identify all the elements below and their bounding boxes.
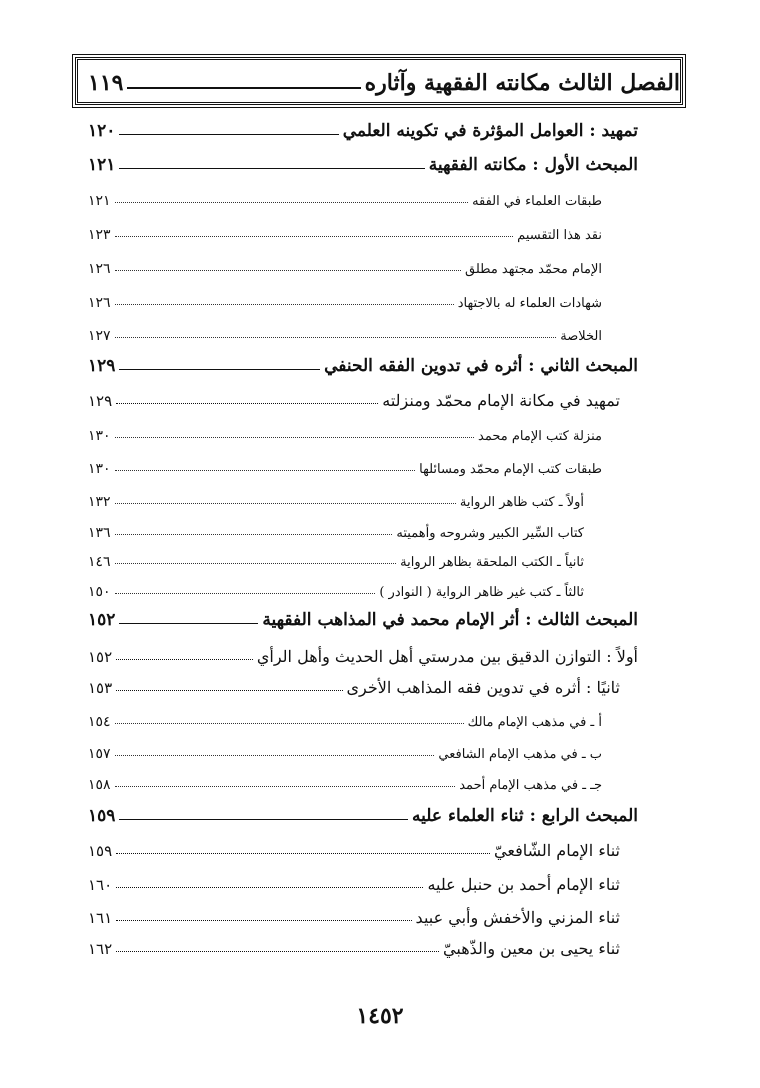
toc-section-heading	[88, 347, 638, 375]
page-number: ١٤٥٢	[356, 1003, 404, 1029]
toc-leader	[119, 134, 338, 135]
toc-section-heading	[88, 146, 638, 174]
toc-entry-title: الخلاصة	[560, 329, 602, 344]
toc-entry	[88, 831, 620, 859]
toc-entry-page: ١٢٣	[88, 227, 111, 243]
toc-entry	[88, 180, 602, 208]
toc-leader	[115, 270, 461, 271]
toc-leader	[115, 503, 456, 504]
toc-leader	[115, 723, 464, 724]
toc-entry	[88, 764, 602, 792]
toc-leader	[115, 563, 397, 564]
toc-entry-page: ١٦٠	[88, 876, 113, 894]
toc-leader	[115, 786, 456, 787]
toc-entry-page: ١٥٩	[88, 842, 113, 860]
toc-entry-page: ١٥٣	[88, 679, 113, 697]
toc-leader	[115, 304, 454, 305]
toc-entry-title: الإمام محمّد مجتهد مطلق	[465, 262, 602, 277]
toc-leader	[115, 437, 474, 438]
toc-entry	[88, 541, 584, 569]
toc-entry	[88, 214, 602, 242]
toc-entry-title: الفصل الثالث مكانته الفقهية وآثاره	[364, 70, 680, 96]
toc-leader	[116, 920, 411, 921]
toc-entry-page: ١٣٠	[88, 461, 111, 477]
toc-entry	[88, 248, 602, 276]
toc-leader	[116, 690, 342, 691]
toc-entry-page: ١٥٧	[88, 746, 111, 762]
toc-entry-page: ١٦٢	[88, 940, 113, 958]
toc-entry-title: كتاب السِّير الكبير وشروحه وأهميته	[396, 526, 584, 541]
toc-entry-title: ثانيًا : أثره في تدوين فقه المذاهب الأخرى	[346, 678, 620, 697]
toc-entry-title: طبقات كتب الإمام محمّد ومسائلها	[419, 462, 602, 477]
toc-entry-title: تمهيد في مكانة الإمام محمّد ومنزلته	[382, 391, 620, 410]
toc-entry-page: ١٢٧	[88, 328, 111, 344]
toc-entry-title: نقد هذا التقسيم	[517, 228, 602, 243]
toc-entry-title: ثانياً ـ الكتب الملحقة بظاهر الرواية	[400, 555, 584, 570]
toc-entry	[88, 637, 638, 665]
toc-entry	[88, 929, 620, 957]
toc-entry-title: المبحث الثالث : أثر الإمام محمد في المذاهب الفقهية	[262, 610, 638, 630]
toc-entry-title: المبحث الثاني : أثره في تدوين الفقه الحنفي	[324, 356, 638, 376]
toc-entry-page: ١١٩	[88, 70, 124, 96]
toc-section-heading	[88, 601, 638, 629]
toc-entry	[88, 282, 602, 310]
toc-entry-title: أولاً : التوازن الدقيق بين مدرستي أهل الحديث وأهل الرأي	[256, 647, 638, 666]
toc-entry	[88, 865, 620, 893]
toc-leader	[127, 87, 360, 89]
toc-entry	[88, 668, 620, 696]
toc-entry-page: ١٢٩	[88, 356, 116, 376]
toc-entry-title: ثناء الإمام أحمد بن حنبل عليه	[427, 875, 620, 894]
toc-entry-title: ثناء المزني والأخفش وأبي عبيد	[415, 908, 620, 927]
toc-entry-page: ١٥٠	[88, 584, 111, 600]
toc-entry-page: ١٢٦	[88, 295, 111, 311]
toc-entry-title: منزلة كتب الإمام محمد	[478, 429, 602, 444]
toc-entry	[88, 112, 638, 140]
toc-leader	[115, 534, 393, 535]
toc-entry	[88, 481, 584, 509]
toc-entry-page: ١٥٢	[88, 610, 116, 630]
toc-entry	[88, 512, 584, 540]
toc-entry-title: شهادات العلماء له بالاجتهاد	[457, 296, 602, 311]
toc-leader	[119, 369, 320, 370]
toc-entry-page: ١٣٢	[88, 494, 111, 510]
toc-leader	[116, 951, 439, 952]
toc-chapter-heading	[88, 66, 680, 94]
toc-entry-page: ١٢١	[88, 155, 116, 175]
toc-entry-title: تمهيد : العوامل المؤثرة في تكوينه العلمي	[342, 121, 638, 141]
toc-entry-page: ١٤٦	[88, 554, 111, 570]
toc-entry-title: طبقات العلماء في الفقه	[472, 194, 602, 209]
toc-entry-page: ١٥٩	[88, 806, 116, 826]
toc-leader	[115, 470, 416, 471]
toc-entry-title: ثناء الإمام الشّافعيّ	[494, 841, 620, 860]
toc-entry-title: جـ ـ في مذهب الإمام أحمد	[459, 778, 602, 793]
toc-leader	[115, 236, 514, 237]
toc-entry	[88, 381, 620, 409]
toc-leader	[115, 337, 557, 338]
toc-entry-title: أ ـ في مذهب الإمام مالك	[467, 715, 602, 730]
toc-leader	[119, 819, 408, 820]
toc-leader	[116, 659, 253, 660]
toc-entry-page: ١٢٦	[88, 261, 111, 277]
toc-entry	[88, 415, 602, 443]
toc-leader	[119, 623, 258, 624]
toc-entry-title: المبحث الأول : مكانته الفقهية	[428, 155, 638, 175]
toc-entry-page: ١٢٠	[88, 121, 116, 141]
toc-entry-title: أولاً ـ كتب ظاهر الرواية	[459, 495, 584, 510]
toc-entry-page: ١٢٩	[88, 392, 113, 410]
toc-leader	[119, 168, 424, 169]
toc-entry-page: ١٥٤	[88, 714, 111, 730]
toc-entry-title: ثالثاً ـ كتب غير ظاهر الرواية ( النوادر )	[379, 585, 584, 600]
toc-leader	[116, 853, 490, 854]
toc-entry-page: ١٥٨	[88, 777, 111, 793]
toc-entry-title: المبحث الرابع : ثناء العلماء عليه	[412, 806, 638, 826]
toc-entry	[88, 448, 602, 476]
toc-leader	[115, 202, 469, 203]
toc-entry-page: ١٥٢	[88, 648, 113, 666]
toc-entry	[88, 315, 602, 343]
toc-entry	[88, 898, 620, 926]
toc-leader	[115, 755, 435, 756]
toc-entry	[88, 701, 602, 729]
toc-section-heading	[88, 797, 638, 825]
toc-entry	[88, 571, 584, 599]
toc-entry-page: ١٦١	[88, 909, 113, 927]
toc-entry-title: ب ـ في مذهب الإمام الشافعي	[438, 747, 602, 762]
toc-entry-page: ١٢١	[88, 193, 111, 209]
toc-leader	[116, 403, 378, 404]
toc-entry	[88, 733, 602, 761]
toc-entry-title: ثناء يحيى بن معين والذّهبيّ	[443, 939, 620, 958]
toc-leader	[115, 593, 376, 594]
toc-entry-page: ١٣٦	[88, 525, 111, 541]
toc-leader	[116, 887, 423, 888]
toc-entry-page: ١٣٠	[88, 428, 111, 444]
